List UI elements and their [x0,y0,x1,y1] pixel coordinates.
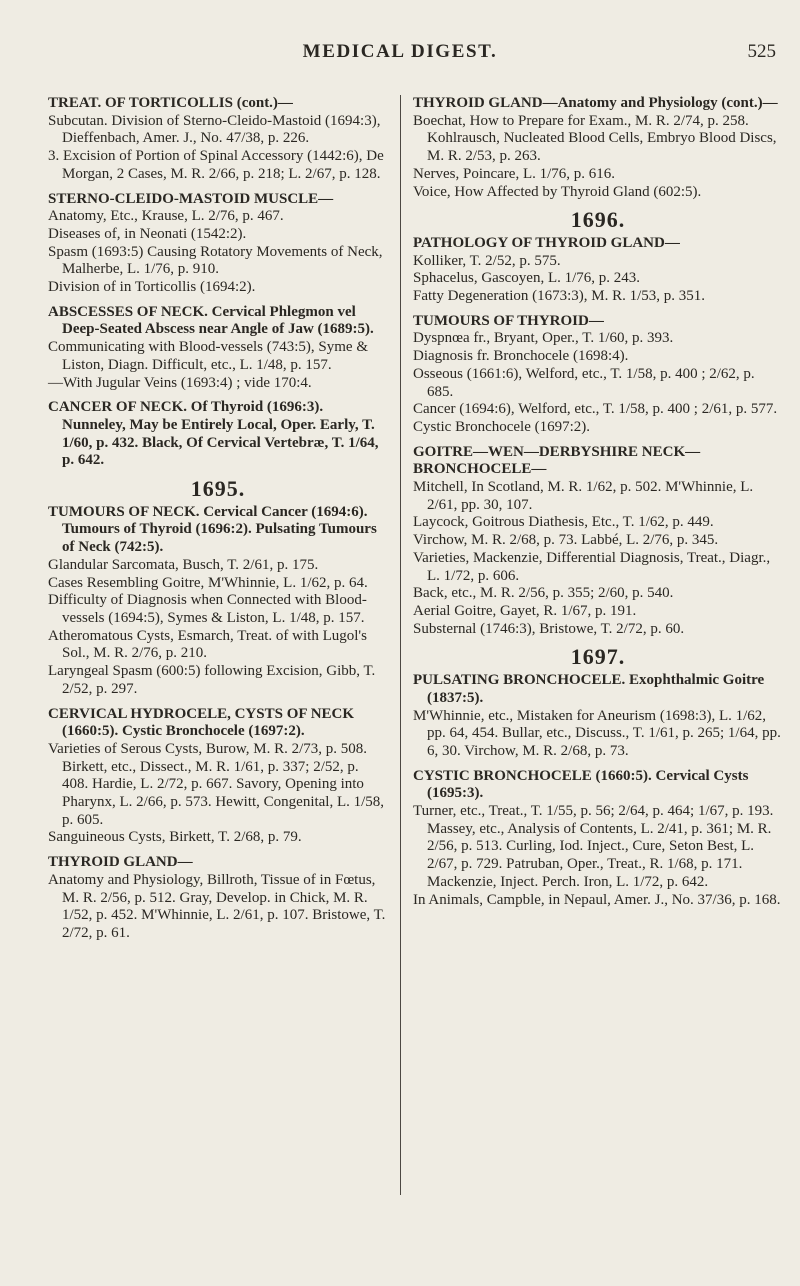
entry-text: Aerial Goitre, Gayet, R. 1/67, p. 191. [413,602,637,619]
entry-line [48,208,388,226]
entry-text: Fatty Degeneration (1673:3), M. R. 1/53, p. 351. [413,288,706,305]
entry-text: Kolliker, T. 2/52, p. 575. [413,252,561,269]
entry-text: STERNO-CLEIDO-MASTOID MUSCLE— [48,190,334,207]
entry-line [413,514,783,532]
entry-line [413,603,783,621]
entry-heading [48,706,388,741]
entry-line [48,829,388,847]
page-header [0,0,800,80]
entry-text: CANCER OF NECK. Of Thyroid (1696:3). Nunneley, May be Entirely Local, Oper. Early, T. 1/60, p. 432. Black, Of Cervical Vertebræ, T. 1/64, p. 642. [48,399,379,469]
entry-line [413,585,783,603]
entry-heading [48,399,388,470]
entry-text: Varieties, Mackenzie, Differential Diagnosis, Treat., Diagr., L. 1/72, p. 606. [413,549,771,584]
entry-line [413,253,783,271]
index-entry [48,854,388,943]
entry-line [48,375,388,393]
year-heading: 1697. [570,644,626,670]
entry-line [413,184,783,202]
entry-line [413,401,783,419]
entry-text: Cancer (1694:6), Welford, etc., T. 1/58, p. 400 ; 2/61, p. 577. [413,401,778,418]
entry-text: Difficulty of Diagnosis when Connected with Blood-vessels (1694:5), Symes & Liston, L. 1/48, p. 157. [48,592,367,626]
year-heading: 1696. [570,207,626,233]
index-entry [413,768,783,910]
entry-heading [48,304,388,339]
entry-line [413,550,783,585]
entry-text: Voice, How Affected by Thyroid Gland (602:5). [413,183,702,200]
entry-text: 3. Excision of Portion of Spinal Accessory (1442:6), De Morgan, 2 Cases, M. R. 2/66, p. 218; L. 2/67, p. 128. [48,148,384,182]
entry-heading [413,672,783,707]
entry-text: Substernal (1746:3), Bristowe, T. 2/72, p. 60. [413,620,685,637]
entry-text: PATHOLOGY OF THYROID GLAND— [413,234,680,251]
entry-line [413,803,783,892]
entry-heading [413,313,783,331]
entry-text: Diseases of, in Neonati (1542:2). [48,225,247,242]
entry-text: Dyspnœa fr., Bryant, Oper., T. 1/60, p. 393. [413,330,674,347]
year-heading: 1695. [190,476,246,502]
entry-line [48,741,388,830]
entry-text: THYROID GLAND—Anatomy and Physiology (cont.)— [413,95,778,111]
entry-text: Osseous (1661:6), Welford, etc., T. 1/58, p. 400 ; 2/62, p. 685. [413,365,755,400]
entry-line [48,339,388,374]
entry-line [48,279,388,297]
entry-heading [48,504,388,557]
entry-text: TREAT. OF TORTICOLLIS (cont.)— [48,95,293,111]
entry-text: Laycock, Goitrous Diathesis, Etc., T. 1/62, p. 449. [413,514,714,531]
entry-line [413,708,783,761]
index-entry [413,95,783,201]
entry-line [48,592,388,627]
entry-text: Nerves, Poincare, L. 1/76, p. 616. [413,165,616,182]
entry-text: Diagnosis fr. Bronchocele (1698:4). [413,348,629,365]
entry-line [413,419,783,437]
page-number: 525 [747,41,776,62]
entry-text: Turner, etc., Treat., T. 1/55, p. 56; 2/64, p. 464; 1/67, p. 193. Massey, etc., Analysis of Contents, L. 2/41, p. 361; M. R. 2/56, p. 513. Curling, Iod. Inject., Cure, Seton Best, L. 2/67, p. 729. Patruban, Oper., Treat., R. 1/68, p. 171. Mackenzie, Inject. Perch. Iron, L. 1/72, p. 642. [413,803,774,890]
entry-text: TUMOURS OF NECK. Cervical Cancer (1694:6). Tumours of Thyroid (1696:2). Pulsating Tumours of Neck (742:5). [48,503,377,556]
entry-text: Anatomy and Physiology, Billroth, Tissue of in Fœtus, M. R. 2/56, p. 512. Gray, Develop. in Chick, M. R. 1/52, p. 452. M'Whinnie, L. 2/61, p. 107. Bristowe, T. 2/72, p. 61. [48,871,386,941]
entry-line [413,348,783,366]
entry-line [48,148,388,183]
column-divider [400,95,401,1195]
entry-line [413,621,783,639]
index-entry [48,706,388,848]
entry-line [413,366,783,401]
entry-heading [413,95,783,113]
entry-line [48,113,388,148]
entry-text: Communicating with Blood-vessels (743:5), Syme & Liston, Diagn. Difficult, etc., L. 1/48, p. 157. [48,339,368,373]
entry-line [48,226,388,244]
entry-line [48,244,388,279]
entry-line [413,113,783,166]
entry-text: M'Whinnie, etc., Mistaken for Aneurism (1698:3), L. 1/62, pp. 64, 454. Bullar, etc., Discuss., T. 1/61, p. 265; 1/64, pp. 6, 30. Virchow, M. R. 2/68, p. 73. [413,707,781,759]
index-entry [413,444,783,639]
index-entry [48,504,388,699]
entry-text: Varieties of Serous Cysts, Burow, M. R. 2/73, p. 508. Birkett, etc., Dissect., M. R. 1/61, p. 337; 2/52, p. 408. Hardie, L. 2/72, p. 667. Savory, Opening into Pharynx, L. 2/66, p. 573. Hewitt, Congenital, L. 1/58, p. 605. [48,740,385,828]
entry-text: CYSTIC BRONCHOCELE (1660:5). Cervical Cysts (1695:3). [413,767,749,802]
entry-text: Sphacelus, Gascoyen, L. 1/76, p. 243. [413,270,641,287]
index-entry [413,672,783,761]
entry-line [48,557,388,575]
entry-heading [413,444,783,479]
entry-text: Atheromatous Cysts, Esmarch, Treat. of with Lugol's Sol., M. R. 2/76, p. 210. [48,627,367,662]
entry-line [413,479,783,514]
entry-heading [48,191,388,209]
entry-text: Virchow, M. R. 2/68, p. 73. Labbé, L. 2/76, p. 345. [413,532,719,549]
entry-text: ABSCESSES OF NECK. Cervical Phlegmon vel Deep-Seated Abscess near Angle of Jaw (1689:5). [48,303,374,338]
index-entry [48,95,388,184]
entry-text: —With Jugular Veins (1693:4) ; vide 170:4. [48,374,312,391]
entry-text: CERVICAL HYDROCELE, CYSTS OF NECK (1660:5). Cystic Bronchocele (1697:2). [48,705,355,740]
entry-text: Laryngeal Spasm (600:5) following Excision, Gibb, T. 2/52, p. 297. [48,663,376,697]
index-entry [413,313,783,437]
index-entry [48,191,388,297]
entry-text: In Animals, Campble, in Nepaul, Amer. J., No. 37/36, p. 168. [413,891,781,908]
entry-text: Mitchell, In Scotland, M. R. 1/62, p. 502. M'Whinnie, L. 2/61, pp. 30, 107. [413,479,754,513]
entry-line [413,288,783,306]
entry-text: Cystic Bronchocele (1697:2). [413,418,591,435]
entry-heading [48,95,388,113]
entry-line [413,330,783,348]
entry-text: Spasm (1693:5) Causing Rotatory Movements of Neck, Malherbe, L. 1/76, p. 910. [48,243,383,278]
entry-heading [413,235,783,253]
entry-text: Glandular Sarcomata, Busch, T. 2/61, p. 175. [48,556,319,573]
entry-line [413,892,783,910]
entry-line [48,872,388,943]
left-column [48,95,388,950]
entry-line [413,270,783,288]
index-entry [413,235,783,306]
index-entry [48,399,388,470]
entry-heading [48,854,388,872]
entry-text: Sanguineous Cysts, Birkett, T. 2/68, p. 79. [48,829,302,846]
entry-text: PULSATING BRONCHOCELE. Exophthalmic Goitre (1837:5). [413,672,765,706]
entry-line [413,166,783,184]
entry-line [48,628,388,663]
entry-text: Division of in Torticollis (1694:2). [48,279,256,296]
entry-heading [413,768,783,803]
entry-line [413,532,783,550]
entry-text: Boechat, How to Prepare for Exam., M. R. 2/74, p. 258. Kohlrausch, Nucleated Blood Cells, Embryo Blood Discs, M. R. 2/53, p. 263. [413,112,777,165]
entry-text: Back, etc., M. R. 2/56, p. 355; 2/60, p. 540. [413,585,674,602]
entry-text: Anatomy, Etc., Krause, L. 2/76, p. 467. [48,208,284,225]
running-title: MEDICAL DIGEST. [302,41,498,62]
right-column [413,95,783,916]
entry-text: Subcutan. Division of Sterno-Cleido-Mastoid (1694:3), Dieffenbach, Amer. J., No. 47/38, p. 226. [48,112,381,147]
entry-text: GOITRE—WEN—DERBYSHIRE NECK—BRONCHOCELE— [413,443,701,478]
entry-text: Cases Resembling Goitre, M'Whinnie, L. 1/62, p. 64. [48,574,368,591]
entry-text: THYROID GLAND— [48,854,193,871]
entry-line [48,663,388,698]
entry-text: TUMOURS OF THYROID— [413,312,604,329]
entry-line [48,575,388,593]
index-entry [48,304,388,393]
